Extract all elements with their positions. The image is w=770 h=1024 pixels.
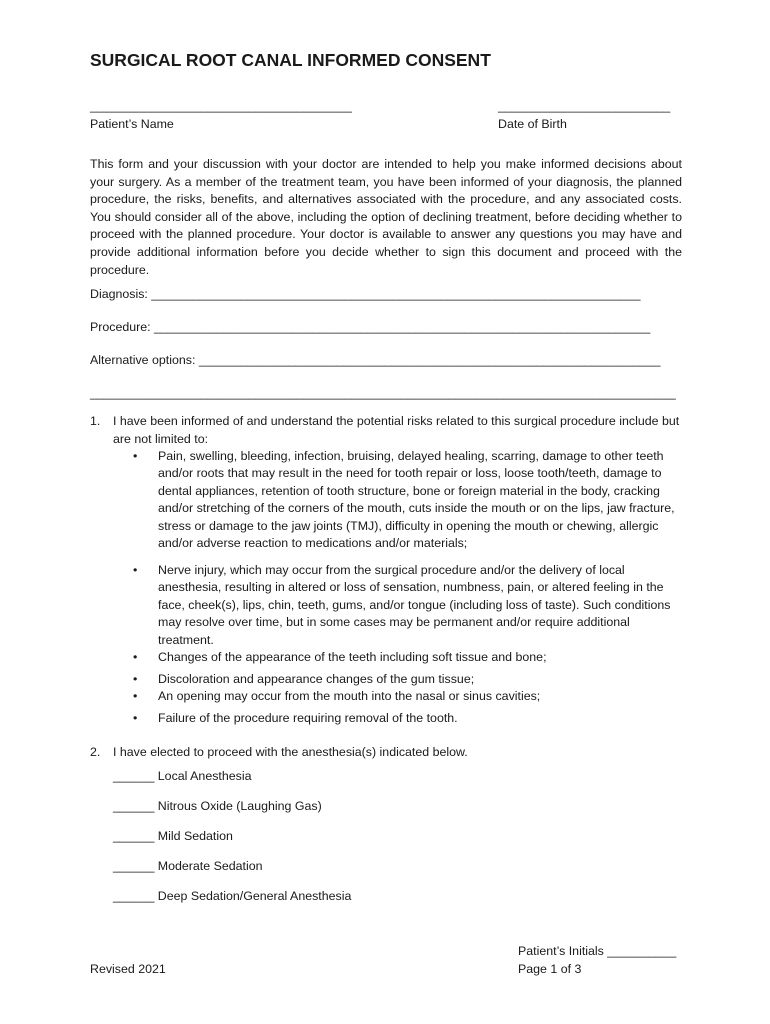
intro-paragraph: This form and your discussion with your doctor are intended to help you make informed decisions about your surgery. As a member of the treatment team, you have been informed of your diagnosis, the planned procedure, the risks, benefits, and alternatives associated with the procedure, and any associated costs. You should consider all of the above, including the option of declining treatment, before deciding whether to proceed with the planned procedure. Your doctor is available to answer any questions you may have and provide additional information before you decide whether to sign this document and proceed with the procedure. xyxy=(90,157,682,277)
revision-label: Revised 2021 xyxy=(90,962,166,976)
blank-line-field[interactable]: _____________________________________________________________________________________ xyxy=(90,386,676,400)
risk-item: Discoloration and appearance changes of the gum tissue; xyxy=(158,672,475,686)
anesthesia-option-mild[interactable]: ______ Mild Sedation xyxy=(113,829,233,843)
anesthesia-option-deep[interactable]: ______ Deep Sedation/General Anesthesia xyxy=(113,889,352,903)
risk-item: Changes of the appearance of the teeth including soft tissue and bone; xyxy=(158,650,547,664)
bullet-icon: • xyxy=(133,449,138,463)
anesthesia-option-nitrous[interactable]: ______ Nitrous Oxide (Laughing Gas) xyxy=(113,799,322,813)
anesthesia-option-moderate[interactable]: ______ Moderate Sedation xyxy=(113,859,263,873)
bullet-icon: • xyxy=(133,650,138,664)
anesthesia-option-local[interactable]: ______ Local Anesthesia xyxy=(113,769,252,783)
risk-item: Failure of the procedure requiring removal of the tooth. xyxy=(158,711,458,725)
date-of-birth-field[interactable]: _________________________ xyxy=(498,99,671,113)
patient-name-label: Patient’s Name xyxy=(90,117,174,131)
risk-item: Pain, swelling, bleeding, infection, bruising, delayed healing, scarring, damage to other teeth and/or roots that may result in the need for tooth repair or loss, loose tooth/teeth, damage to dental appliances, retention of tooth structure, bone or foreign material in the body, cracking and/or stretching of the corners of the mouth, cuts inside the mouth or on the lips, jaw fracture, stress or damage to the jaw joints (TMJ), difficulty in opening the mouth or chewing, allergic and/or adverse reaction to medications and/or materials; xyxy=(158,449,675,551)
document-title: SURGICAL ROOT CANAL INFORMED CONSENT xyxy=(90,50,491,70)
procedure-field[interactable]: Procedure: ________________________________________________________________________ xyxy=(90,320,651,334)
item-2-number: 2. xyxy=(90,745,101,759)
bullet-icon: • xyxy=(133,689,138,703)
diagnosis-field[interactable]: Diagnosis: _______________________________________________________________________ xyxy=(90,287,641,301)
risk-item: An opening may occur from the mouth into the nasal or sinus cavities; xyxy=(158,689,541,703)
item-2-text: I have elected to proceed with the anesthesia(s) indicated below. xyxy=(113,745,468,759)
risk-item: Nerve injury, which may occur from the surgical procedure and/or the delivery of local anesthesia, resulting in altered or loss of sensation, numbness, pain, or altered feeling in the face, cheek(s), lips, chin, teeth, gums, and/or tongue (including loss of taste). Such conditions may resolve over time, but in some cases may be permanent and/or require additional treatment. xyxy=(158,563,671,647)
bullet-icon: • xyxy=(133,711,138,725)
page-number: Page 1 of 3 xyxy=(518,962,582,976)
alternative-options-field[interactable]: Alternative options: ___________________________________________________________________ xyxy=(90,353,661,367)
bullet-icon: • xyxy=(133,672,138,686)
date-of-birth-label: Date of Birth xyxy=(498,117,567,131)
bullet-icon: • xyxy=(133,563,138,577)
patient-name-field[interactable]: ______________________________________ xyxy=(90,99,352,113)
item-1-number: 1. xyxy=(90,414,101,428)
item-1-text: I have been informed of and understand the potential risks related to this surgical procedure include but are not limited to: xyxy=(113,414,680,446)
patient-initials-field[interactable]: Patient’s Initials __________ xyxy=(518,944,677,958)
